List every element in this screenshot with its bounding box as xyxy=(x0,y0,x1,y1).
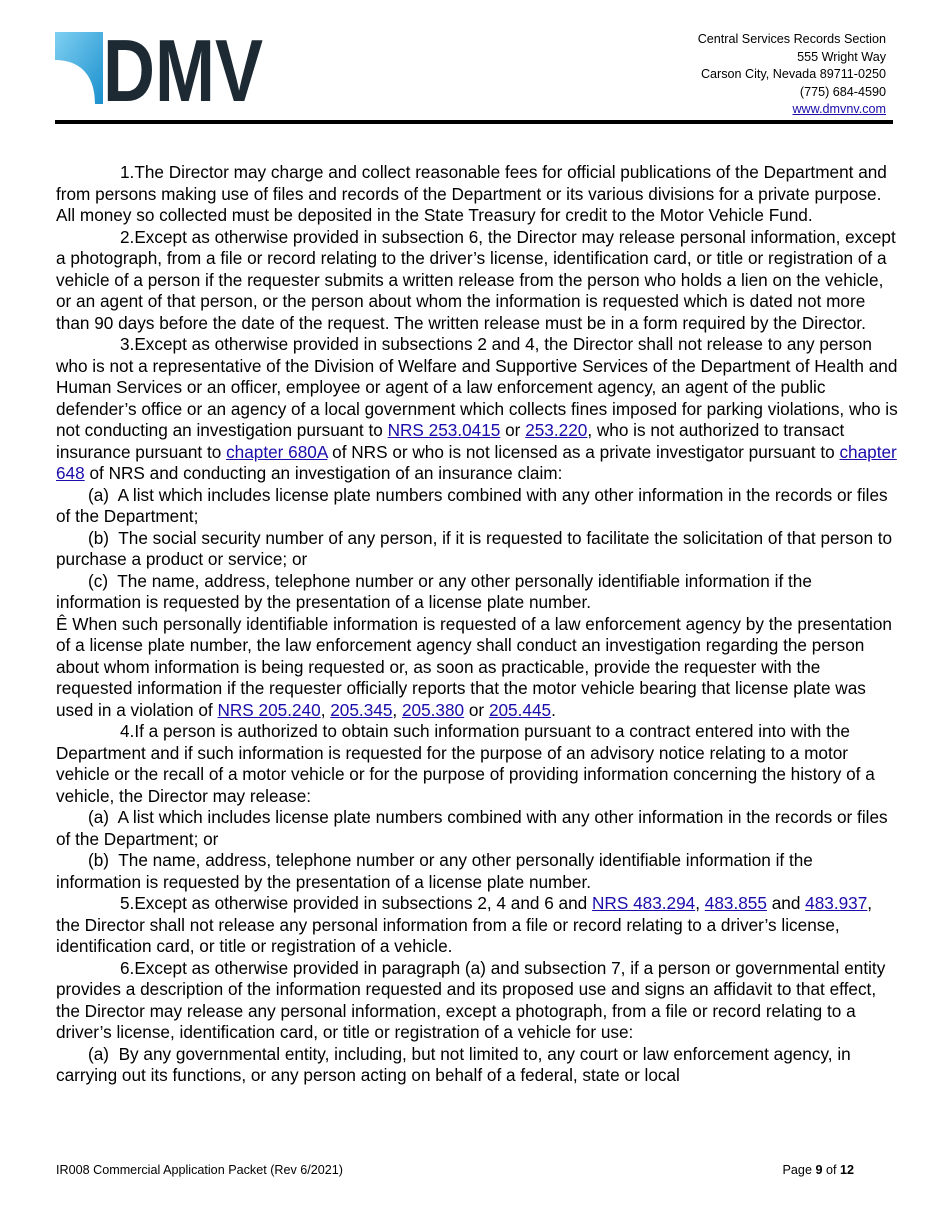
paragraph-4a xyxy=(56,807,898,850)
paragraph-3a xyxy=(56,485,898,528)
paragraph-number: 2. xyxy=(120,226,135,247)
paragraph-text: or xyxy=(500,420,526,440)
logo-text: DMV xyxy=(103,21,264,120)
website-link[interactable]: www.dmvnv.com xyxy=(792,102,886,116)
page-word: Page xyxy=(782,1163,812,1177)
nrs-205-240-link[interactable]: NRS 205.240 xyxy=(217,699,321,720)
paragraph-5 xyxy=(56,893,898,958)
document-body xyxy=(56,162,898,1087)
paragraph-6a xyxy=(56,1044,898,1087)
page-current: 9 xyxy=(815,1163,823,1177)
item-label: (c) xyxy=(88,570,109,591)
paragraph-number: 4. xyxy=(120,721,135,741)
item-label: (b) xyxy=(88,527,110,548)
item-text: The social security number of any person, if it is requested to facilitate the solicitation of that person to purchase a product or service; or xyxy=(56,527,893,569)
paragraph-number: 1. xyxy=(120,162,135,182)
paragraph-text: , xyxy=(695,893,705,913)
office-address xyxy=(698,31,886,119)
nrs-205-345-link[interactable]: 205.345 xyxy=(330,699,393,720)
paragraph-text: of NRS and conducting an investigation of an insurance claim: xyxy=(84,463,563,483)
chapter-680a-link[interactable]: chapter 680A xyxy=(226,441,328,462)
paragraph-text: and xyxy=(766,893,806,913)
item-text: The name, address, telephone number or any other personally identifiable information if the information is requested by the presentation of a license plate number. xyxy=(56,570,812,612)
paragraph-text: , the Director shall not release any personal information from a file or record relating to a driver’s license, identification card, or title or registration of a vehicle. xyxy=(56,893,873,956)
paragraph-3c xyxy=(56,571,898,614)
paragraph-2 xyxy=(56,227,898,335)
nrs-205-445-link[interactable]: 205.445 xyxy=(488,699,552,720)
paragraph-3-note xyxy=(56,614,898,722)
paragraph-text: If a person is authorized to obtain such information pursuant to a contract entered into with the Department and if such information is requested for the purpose of an advisory notice relating to a motor vehicle or the recall of a motor vehicle or for the purpose of providing information concerning the history of a vehicle, the Director may release: xyxy=(56,721,875,806)
paragraph-text: Except as otherwise provided in subsection 6, the Director may release personal information, except a photograph, from a file or record relating to the driver’s license, identification card, or title or registration of a vehicle of a person if the requester submits a written release from the person who holds a lien on the vehicle, or an agent of that person, or the person about whom the information is requested which is dated not more than 90 days before the date of the request. The written release must be in a form required by the Director. xyxy=(56,226,896,333)
paragraph-text: , xyxy=(320,699,331,720)
paragraph-number: 6. xyxy=(120,957,135,978)
page-of: of xyxy=(825,1163,837,1177)
item-label: (a) xyxy=(88,1043,110,1064)
logo-swoosh xyxy=(55,32,103,104)
item-text: By any governmental entity, including, but not limited to, any court or law enforcement agency, in carrying out its functions, or any person acting on behalf of a federal, state or local xyxy=(56,1043,851,1085)
nrs-483-294-link[interactable]: NRS 483.294 xyxy=(592,893,696,913)
nrs-483-937-link[interactable]: 483.937 xyxy=(805,893,868,913)
paragraph-3b xyxy=(56,528,898,571)
dmv-logo xyxy=(55,21,264,120)
item-label: (a) xyxy=(88,807,110,827)
paragraph-text: . xyxy=(551,699,556,720)
paragraph-text: Ê When such personally identifiable information is requested of a law enforcement agency by the presentation of a license plate number, the law enforcement agency shall conduct an investigation regarding the person about whom information is being requested or, as soon as practicable, provide the requester with the requested information if the requester officially reports that the motor vehicle bearing that license plate was used in a violation of xyxy=(56,613,892,720)
paragraph-text: , xyxy=(392,699,402,720)
item-label: (a) xyxy=(88,484,110,505)
dmv-logo-graphic xyxy=(55,21,264,120)
chapter-648-link[interactable]: chapter 648 xyxy=(56,441,897,483)
nrs-205-380-link[interactable]: 205.380 xyxy=(401,699,465,720)
paragraph-4b xyxy=(56,850,898,893)
paragraph-number: 5. xyxy=(120,893,135,913)
paragraph-4 xyxy=(56,721,898,807)
item-text: A list which includes license plate numbers combined with any other information in the records or files of the Department; or xyxy=(56,807,888,849)
nrs-483-855-link[interactable]: 483.855 xyxy=(704,893,767,913)
paragraph-3 xyxy=(56,334,898,485)
item-text: A list which includes license plate numbers combined with any other information in the records or files of the Department; xyxy=(56,484,888,526)
item-text: The name, address, telephone number or any other personally identifiable information if the information is requested by the presentation of a license plate number. xyxy=(56,850,813,892)
paragraph-text: , who is not authorized to transact insurance pursuant to xyxy=(56,420,845,462)
phone-number: (775) 684-4590 xyxy=(799,84,886,99)
paragraph-number: 3. xyxy=(120,334,135,354)
header-divider xyxy=(55,120,893,124)
paragraph-1 xyxy=(56,162,898,227)
item-label: (b) xyxy=(88,850,110,870)
address-line: Central Services Records Section xyxy=(697,32,886,46)
paragraph-6 xyxy=(56,958,898,1044)
paragraph-text: or xyxy=(464,699,489,720)
address-line: Carson City, Nevada 89711-0250 xyxy=(700,67,886,81)
page-total: 12 xyxy=(839,1163,854,1177)
paragraph-text: Except as otherwise provided in subsections 2, 4 and 6 and xyxy=(134,893,593,913)
paragraph-text: Except as otherwise provided in subsections 2 and 4, the Director shall not release to any person who is not a representative of the Division of Welfare and Supportive Services of the Department of Health and Human Services or an officer, employee or agent of a law enforcement agency, an agent of the public defender’s office or an agency of a local government which collects fines imposed for parking violations, who is not conducting an investigation pursuant to xyxy=(56,334,898,440)
nrs-253-220-link[interactable]: 253.220 xyxy=(525,420,588,440)
address-line: 555 Wright Way xyxy=(797,49,886,64)
paragraph-text: Except as otherwise provided in paragraph (a) and subsection 7, if a person or governmental entity provides a description of the information requested and its proposed use and signs an affidavit to that effect, the Director may release any personal information, except a photograph, from a file or record relating to a driver’s license, identification card, or title or registration of a vehicle for use: xyxy=(56,957,886,1042)
page-number xyxy=(783,1163,854,1177)
paragraph-text: of NRS or who is not licensed as a private investigator pursuant to xyxy=(327,441,840,462)
nrs-253-0415-link[interactable]: NRS 253.0415 xyxy=(387,420,501,440)
paragraph-text: The Director may charge and collect reasonable fees for official publications of the Department and from persons making use of files and records of the Department or its various divisions for a private purpose. All money so collected must be deposited in the State Treasury for credit to the Motor Vehicle Fund. xyxy=(56,162,887,225)
form-name: IR008 Commercial Application Packet (Rev 6/2021) xyxy=(56,1163,343,1177)
